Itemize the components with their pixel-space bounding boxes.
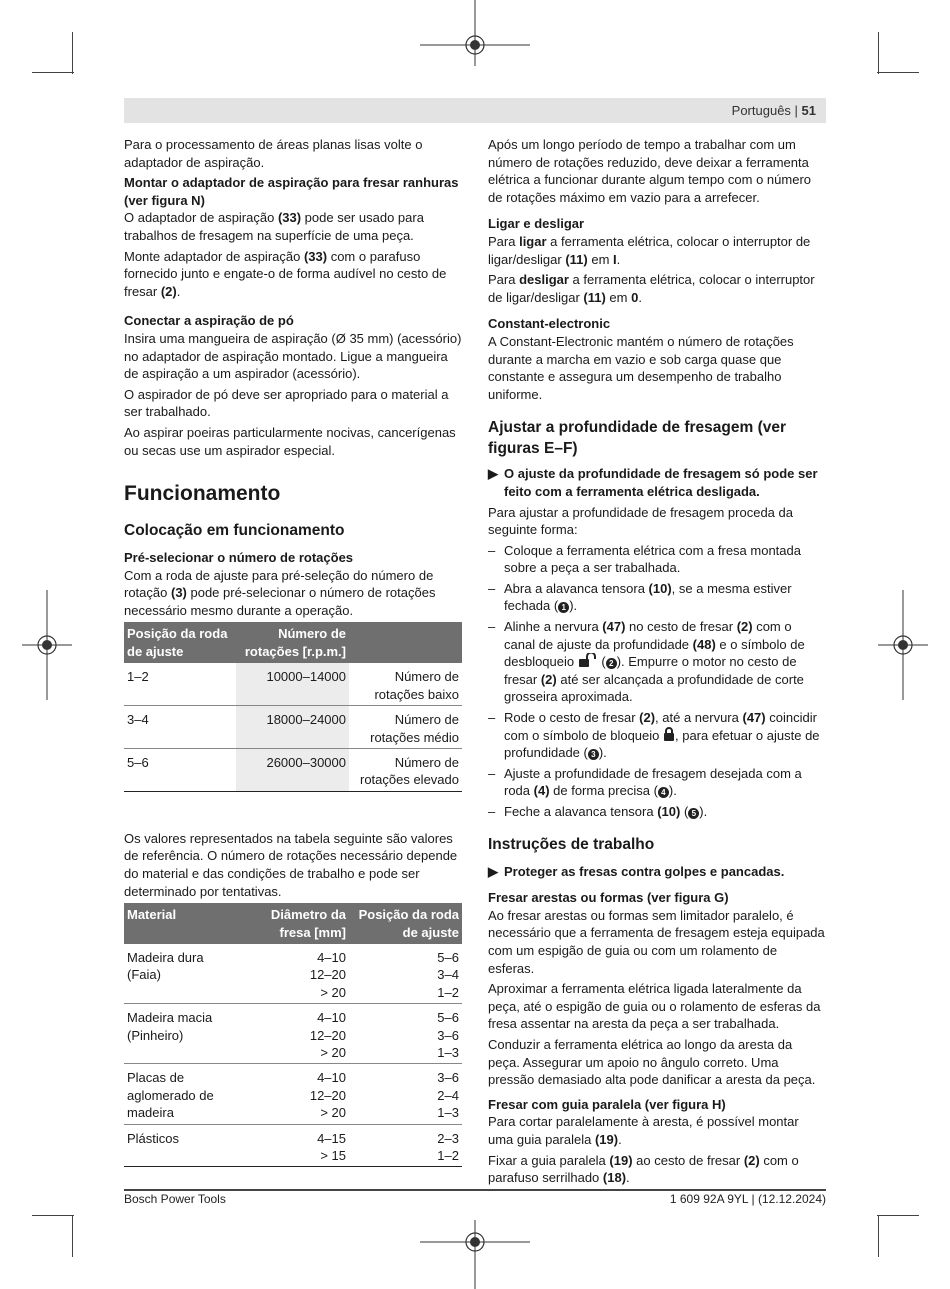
list-item: – Abra a alavanca tensora (10), se a mesma estiver fechada ( 1 ).	[488, 580, 792, 614]
heading-dust: Conectar a aspiração de pó	[124, 313, 294, 329]
subsection-title: Instruções de trabalho	[488, 835, 655, 853]
table-cell: Placas de aglomerado de madeira	[124, 1064, 236, 1124]
triangle-right-icon: ▶	[488, 863, 498, 879]
footer-doc-id: 1 609 92A 9YL | (12.12.2024)	[669, 1192, 826, 1206]
paragraph: O adaptador de aspiração (33) pode ser usado para trabalhos de fresagem na superfície de uma peça.	[124, 210, 424, 243]
paragraph: Insira uma mangueira de aspiração (Ø 35 mm) (acessório) no adaptador de aspiração montado. Ligue a mangueira de aspiração a um aspirador (acessório).	[124, 330, 462, 382]
paragraph: O aspirador de pó deve ser apropriado para o material a ser trabalhado.	[124, 386, 449, 420]
paragraph: Com a roda de ajuste para pré-seleção do número de rotação (3) pode pré-selecionar o número de rotações necessário mesmo durante a operação.	[124, 567, 436, 618]
registration-mark-icon	[420, 0, 530, 90]
table-cell: Madeira dura (Faia)	[124, 944, 236, 1004]
paragraph: A Constant-Electronic mantém o número de rotações durante a marcha em vazio e sob carga quase que constante e assegura um desempenho de trabalho uniforme.	[488, 333, 794, 402]
heading-constant-electronic: Constant-electronic	[488, 316, 611, 332]
paragraph: Para desligar a ferramenta elétrica, colocar o interruptor de ligar/desligar (11) em 0.	[488, 272, 815, 305]
table-cell: 18000–24000	[236, 706, 349, 749]
table-cell: 3–4	[124, 706, 236, 749]
table-cell: Plásticos	[124, 1124, 236, 1167]
table-row	[124, 748, 462, 791]
table-row	[124, 706, 462, 749]
heading-preselect: Pré-selecionar o número de rotações	[124, 550, 354, 566]
paragraph: Monte adaptador de aspiração (33) com o parafuso fornecido junto e engate-o de forma audível no cesto de fresar (2).	[124, 248, 447, 299]
table-cell: 1–2	[124, 663, 236, 705]
header-separator: |	[790, 103, 802, 118]
speed-table	[124, 622, 462, 791]
table-header: Número de rotações [r.p.m.]	[236, 622, 349, 663]
step-number-icon: 2	[606, 658, 617, 669]
unlock-icon	[578, 653, 598, 668]
crop-mark	[877, 1215, 919, 1216]
table-cell: 26000–30000	[236, 748, 349, 791]
paragraph: Para ligar a ferramenta elétrica, colocar o interruptor de ligar/desligar (11) em I.	[488, 233, 811, 267]
registration-mark-icon	[22, 590, 72, 700]
table-header: Posição da roda de ajuste	[124, 622, 236, 663]
page-number: 51	[801, 103, 816, 118]
table-cell: 4–10 12–20 > 20	[236, 1004, 349, 1064]
crop-mark	[72, 32, 73, 74]
material-table	[124, 903, 462, 1167]
registration-mark-icon	[420, 1220, 530, 1289]
step-number-icon: 1	[558, 602, 569, 613]
warning-item: ▶ O ajuste da profundidade de fresagem só pode ser feito com a ferramenta elétrica desligada.	[488, 466, 818, 499]
list-item: – Alinhe a nervura (47) no cesto de fresar (2) com o canal de ajuste da profundidade (48) e o símbolo de desbloqueio ( 2 ). Empurre o motor no cesto de fresar (2) até ser alcançada a profundidade de corte grosseira aproximada.	[488, 619, 805, 705]
table-cell: 4–10 12–20 > 20	[236, 1064, 349, 1124]
right-column	[488, 136, 826, 1190]
table-header	[349, 622, 462, 663]
paragraph: Para ajustar a profundidade de fresagem proceda da seguinte forma:	[488, 504, 793, 538]
paragraph: Ao fresar arestas ou formas sem limitador paralelo, é necessário que a ferramenta de fresagem esteja equipada com um espigão de guia ou com um rolamento de esferas.	[488, 907, 825, 976]
table-cell: 2–3 1–2	[349, 1124, 462, 1167]
crop-mark	[877, 72, 919, 73]
table-cell: 10000–14000	[236, 663, 349, 705]
crop-mark	[32, 72, 74, 73]
heading-parallel: Fresar com guia paralela (ver figura H)	[488, 1096, 726, 1112]
warning-item: ▶ Proteger as fresas contra golpes e pancadas.	[488, 863, 785, 879]
header-text	[732, 103, 816, 118]
table-cell: Número de rotações baixo	[349, 663, 462, 705]
paragraph: Fixar a guia paralela (19) ao cesto de fresar (2) com o parafuso serrilhado (18).	[488, 1152, 799, 1186]
paragraph: Após um longo período de tempo a trabalhar com um número de rotações reduzido, deve deixar a ferramenta elétrica a funcionar durante algum tempo com o número de rotações máximo em vazio para a arrefecer.	[488, 137, 812, 205]
paragraph: Para o processamento de áreas planas lisas volte o adaptador de aspiração.	[124, 137, 423, 170]
paragraph: Os valores representados na tabela seguinte são valores de referência. O número de rotações necessário depende do material e das condições de trabalho e pode ser determinado por tentativas.	[124, 830, 458, 899]
left-column	[124, 136, 462, 1167]
table-cell: Número de rotações elevado	[349, 748, 462, 791]
triangle-right-icon: ▶	[488, 466, 498, 482]
paragraph: Para cortar paralelamente à aresta, é possível montar uma guia paralela (19).	[488, 1114, 799, 1147]
footer-divider	[124, 1189, 826, 1191]
lock-icon	[663, 727, 675, 742]
subsection-title: Colocação em funcionamento	[124, 522, 345, 540]
list-item: – Feche a alavanca tensora (10) ( 5 ).	[488, 804, 708, 819]
table-cell: 3–6 2–4 1–3	[349, 1064, 462, 1124]
step-number-icon: 4	[658, 787, 669, 798]
crop-mark	[878, 1215, 879, 1257]
list-item: – Rode o cesto de fresar (2), até a nervura (47) coincidir com o símbolo de bloqueio , para efetuar o ajuste de profundidade ( 3 ).	[488, 710, 820, 761]
subsection-title: Ajustar a profundidade de fresagem (ver figuras E–F)	[488, 419, 787, 458]
table-cell: 4–15 > 15	[236, 1124, 349, 1167]
crop-mark	[72, 1215, 73, 1257]
footer-brand: Bosch Power Tools	[124, 1192, 226, 1206]
table-cell: 4–10 12–20 > 20	[236, 944, 349, 1004]
step-number-icon: 5	[688, 808, 699, 819]
page-header	[124, 98, 826, 123]
heading-groove: Montar o adaptador de aspiração para fresar ranhuras (ver figura N)	[124, 175, 459, 208]
heading-onoff: Ligar e desligar	[488, 216, 585, 232]
table-header: Diâmetro da fresa [mm]	[236, 903, 349, 944]
table-row	[124, 944, 462, 1004]
heading-edges: Fresar arestas ou formas (ver figura G)	[488, 890, 729, 906]
table-cell: 5–6 3–6 1–3	[349, 1004, 462, 1064]
table-row	[124, 1004, 462, 1064]
header-language: Português	[731, 103, 791, 118]
table-cell: 5–6 3–4 1–2	[349, 944, 462, 1004]
table-header: Material	[124, 903, 236, 944]
list-item: – Coloque a ferramenta elétrica com a fresa montada sobre a peça a ser trabalhada.	[488, 542, 801, 576]
paragraph: Ao aspirar poeiras particularmente nocivas, cancerígenas ou secas use um aspirador especial.	[124, 424, 456, 458]
registration-mark-icon	[878, 590, 928, 700]
table-cell: 5–6	[124, 748, 236, 791]
table-row	[124, 1064, 462, 1124]
table-row	[124, 663, 462, 705]
step-number-icon: 3	[588, 749, 599, 760]
crop-mark	[878, 32, 879, 74]
table-header: Posição da roda de ajuste	[349, 903, 462, 944]
paragraph: Aproximar a ferramenta elétrica ligada lateralmente da peça, até o espigão de guia ou o rolamento de esferas da fresa assentar na aresta da peça a ser trabalhada.	[488, 981, 821, 1032]
table-row	[124, 1124, 462, 1167]
paragraph: Conduzir a ferramenta elétrica ao longo da aresta da peça. Assegurar um apoio no ângulo correto. Uma pressão demasiado alta pode danificar a aresta da peça.	[488, 1036, 816, 1088]
crop-mark	[32, 1215, 74, 1216]
table-cell: Madeira macia (Pinheiro)	[124, 1004, 236, 1064]
list-item: – Ajuste a profundidade de fresagem desejada com a roda (4) de forma precisa ( 4 ).	[488, 765, 802, 799]
section-title: Funcionamento	[124, 482, 281, 506]
table-cell: Número de rotações médio	[349, 706, 462, 749]
